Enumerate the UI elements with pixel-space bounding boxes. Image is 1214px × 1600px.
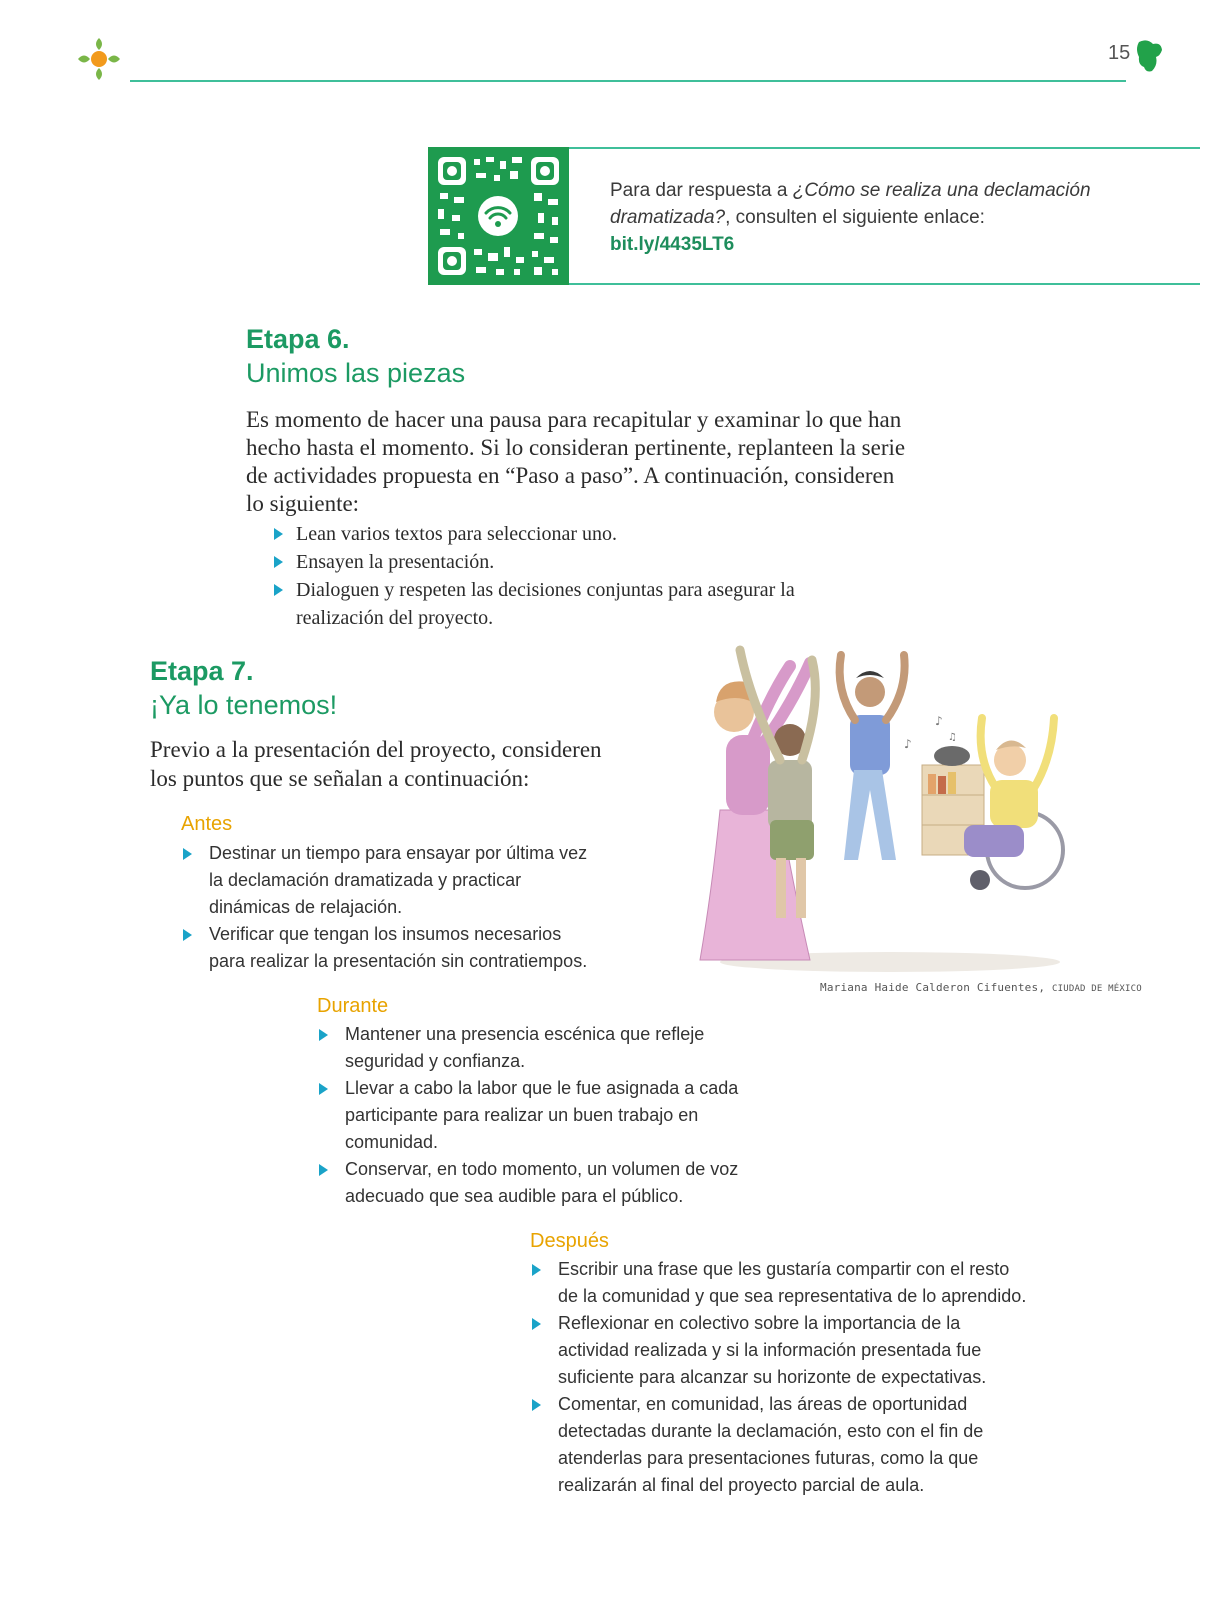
stage6-number: Etapa 6.: [246, 324, 350, 354]
antes-list: [181, 840, 601, 975]
bullet-icon: [532, 1399, 541, 1411]
list-item-text: Lean varios textos para seleccionar uno.: [296, 523, 617, 545]
qr-link[interactable]: bit.ly/4435LT6: [610, 234, 735, 255]
stage7-body: Previo a la presentación del proyecto, consideren los puntos que se señalan a continuación:: [150, 737, 602, 791]
bullet-icon: [319, 1029, 328, 1041]
bullet-icon: [532, 1318, 541, 1330]
bullet-icon: [274, 556, 283, 568]
list-item: [272, 576, 832, 632]
svg-text:♪: ♪: [904, 737, 912, 751]
celebration-illustration: [690, 640, 1080, 980]
bullet-icon: [532, 1264, 541, 1276]
illustration-credit: [820, 981, 1142, 994]
qr-text-question: ¿Cómo se realiza una declamación dramatizada?: [610, 180, 1091, 228]
svg-text:♪: ♪: [935, 714, 943, 728]
list-item-text: Mantener una presencia escénica que refleje seguridad y confianza.: [345, 1024, 705, 1071]
bullet-icon: [183, 929, 192, 941]
list-item-text: Escribir una frase que les gustaría compartir con el resto de la comunidad y que sea representativa de lo aprendido.: [558, 1259, 1027, 1306]
qr-text-after: , consulten el siguiente enlace:: [725, 207, 985, 228]
stage7-title: ¡Ya lo tenemos!: [150, 690, 338, 720]
list-item-text: Destinar un tiempo para ensayar por última vez la declamación dramatizada y practicar dinámicas de relajación.: [209, 843, 588, 917]
credit-place: CIUDAD DE MÉXICO: [1051, 984, 1142, 994]
bullet-icon: [183, 848, 192, 860]
list-item-text: Verificar que tengan los insumos necesarios para realizar la presentación sin contratiempos.: [209, 924, 588, 971]
stage6-list: [272, 520, 832, 632]
list-item-text: Ensayen la presentación.: [296, 551, 495, 573]
list-item: [272, 520, 832, 548]
list-item-text: Conservar, en todo momento, un volumen de voz adecuado que sea audible para el público.: [345, 1159, 739, 1206]
list-item: [317, 1021, 787, 1075]
list-item-text: Reflexionar en colectivo sobre la importancia de la actividad realizada y si la información presentada fue suficiente para alcanzar su horizonte de expectativas.: [558, 1313, 987, 1387]
bullet-icon: [274, 528, 283, 540]
stage7-number: Etapa 7.: [150, 656, 254, 686]
list-item: [530, 1256, 1030, 1310]
bullet-icon: [319, 1164, 328, 1176]
list-item: [530, 1391, 1030, 1499]
bullet-icon: [274, 584, 283, 596]
durante-list: [317, 1021, 787, 1210]
list-item-text: Dialoguen y respeten las decisiones conjuntas para asegurar la realización del proyecto.: [296, 579, 795, 629]
stage6-title: Unimos las piezas: [246, 358, 466, 388]
flower-logo-icon: [72, 32, 126, 86]
list-item: [181, 921, 601, 975]
green-glyph-icon: [1135, 38, 1165, 74]
durante-heading: Durante: [317, 995, 389, 1017]
bullet-icon: [319, 1083, 328, 1095]
qr-code-icon[interactable]: [434, 153, 563, 279]
despues-list: [530, 1256, 1030, 1499]
list-item-text: Comentar, en comunidad, las áreas de oportunidad detectadas durante la declamación, esto con el fin de atenderlas para presentaciones futuras, como la que realizarán al final del proyecto parcial de aula.: [558, 1394, 984, 1495]
stage6-heading: [246, 322, 465, 390]
qr-text-before: Para dar respuesta a: [610, 180, 793, 201]
svg-text:♫: ♫: [948, 732, 957, 743]
header-rule: [130, 80, 1126, 82]
stage7-heading: [150, 654, 337, 722]
list-item: [530, 1310, 1030, 1391]
list-item: [272, 548, 832, 576]
list-item: [181, 840, 601, 921]
stage6-body: Es momento de hacer una pausa para recapitular y examinar lo que han hecho hasta el momento. Si lo consideran pertinente, replanteen la serie de actividades propuesta en “Paso a paso”. A continuación, consideren lo siguiente:: [246, 407, 906, 516]
page-number: 15: [1108, 42, 1131, 64]
list-item: [317, 1156, 787, 1210]
antes-heading: Antes: [181, 813, 233, 835]
list-item: [317, 1075, 787, 1156]
despues-heading: Después: [530, 1230, 609, 1252]
list-item-text: Llevar a cabo la labor que le fue asignada a cada participante para realizar un buen trabajo en comunidad.: [345, 1078, 739, 1152]
qr-instructions: [610, 177, 1170, 258]
credit-name: Mariana Haide Calderon Cifuentes,: [820, 981, 1052, 994]
